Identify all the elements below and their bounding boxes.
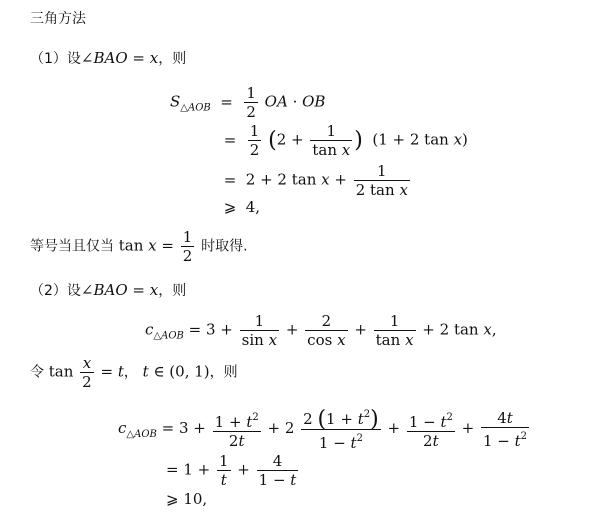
section-title: 三角方法 — [30, 11, 86, 27]
area-step-3: = 2 + 2 tan x + $\frac{1}{\text{2 tan x}}$ — [223, 162, 408, 199]
area-step-2: = $\frac{1}{2}$ (2 + $\frac{1}{\text{tan x}}$ ) (1 + 2 tan x) — [223, 122, 468, 159]
area-step-1: $S_{\triangle AOB}$ = $\frac{1}{2}$ OA · OB — [170, 84, 326, 121]
area-step-4: ⩾ 4, — [223, 198, 261, 216]
part1-intro-label: （1）设 — [30, 51, 81, 67]
part1-intro — [30, 48, 186, 68]
fraction-half: $\frac{1}{2}$ — [246, 84, 256, 121]
part2-intro-expr: ∠BAO = x，则 — [80, 281, 187, 299]
area-lhs: S — [170, 92, 181, 111]
substitution-line: 令 tan $\frac{x}{2}$ = t， t ∈ (0, 1)，则 — [30, 354, 238, 391]
area-sub: △AOB — [180, 102, 211, 114]
part2-intro — [30, 280, 186, 300]
final-step-3: ⩾ 10, — [166, 490, 208, 508]
perimeter-lhs: c — [145, 320, 154, 339]
final-step-1: $c_{\triangle AOB} = 3$ + $\frac{1 + t^2}{2t}$ + 2 $\frac{2 (1 + t^2)}{1 - t^2}$ + $\frac{1 - t^2}{2t}$ + $\frac{4t}{1 - t^2}$ — [118, 407, 528, 452]
perimeter-expression: $c_{\triangle AOB} = 3$ + $\frac{1}{\text{sin x}}$ + $\frac{2}{\text{cos x}}$ + $\frac{1}{\text{tan x}}$ + 2 tan x, — [145, 312, 497, 349]
part1-intro-expr: ∠BAO = x，则 — [80, 49, 187, 67]
equality-condition: 等号当且仅当 tan x = $\frac{1}{2}$ 时取得. — [30, 228, 248, 265]
part2-intro-label: （2）设 — [30, 283, 81, 299]
final-step-2: = 1 + $\frac{1}{t}$ + $\frac{4}{1 - t}$ — [166, 452, 297, 489]
